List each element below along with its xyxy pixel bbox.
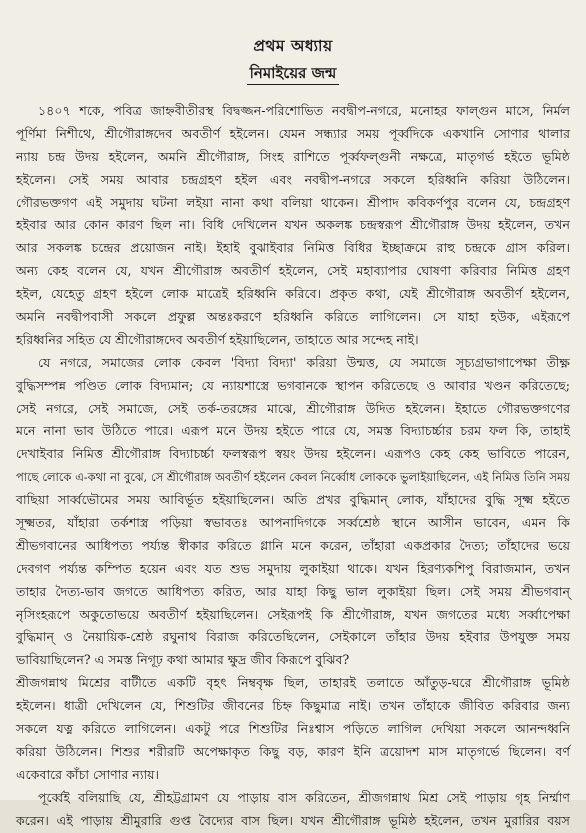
text-line: হইল, যেহেতু গ্রহণ হইলে লোক মাত্রেই হরিধ্বনি করিবে। প্রকৃত কথা, যেই শ্রীগৌরাঙ্গ অবতীর্ণ হইলেন, (16, 286, 570, 302)
text-line: পূর্ণিমা নিশীথে, শ্রীগৌরাঙ্গদেব অবতীর্ণ হইলেন। যেমন সন্ধ্যার সময় পূর্ব্বদিকে একখানি সোণার থালার (16, 125, 570, 141)
text-line: শ্রীজগন্নাথ মিশ্রের বাটীতে একটি বৃহৎ নিম্ববৃক্ষ ছিল, তাহারই তলাতে আঁতুড়-ঘরে শ্রীগৌরাঙ্গ ভূমিষ্ঠ (16, 675, 570, 691)
text-line: ভাবিয়াছিলেন? এ সমস্ত নিগূঢ় কথা আমার ক্ষুদ্র জীব কিরূপে বুঝিব? (16, 652, 350, 668)
text-line: হইলেন। সেই সময় আবার চন্দ্রগ্রহণ হইল এবং নবদ্বীপ-নগরে সকলে হরিধ্বনি করিয়া উঠিলেন। (16, 171, 570, 187)
text-line: মনে নানা ভাব উঠিতে পারে। এরূপ মনে উদয় হইতে পারে যে, সমস্ত বিদ্যাচর্চ্চার চরম ফল কি, তাহাই (16, 423, 570, 439)
text-line: পূর্ব্বেই বলিয়াছি যে, শ্রীহট্টগ্রামণ যে পাড়ায় বাস করিতেন, শ্রীজগন্নাথ মিশ্র সেই পাড়ায় গৃহ নির্ম্মাণ (38, 789, 570, 805)
text-line: শ্রীভগবানের আধিপত্য পর্য্যন্ত স্বীকার করিতে গ্লানি মনে করেন, তাঁহারা একপ্রকার দৈত্য; তাঁহাদের ভয়ে (16, 537, 570, 553)
text-line: গৌরভক্তগণ এই সমুদায় ঘটনা লইয়া নানা কথা বলিয়া থাকেন। শ্রীপাদ কবিকর্ণপুর বলেন যে, চন্দ্রগ্রহণ (16, 194, 570, 210)
text-line: বুদ্ধিসম্পন্ন পণ্ডিত লোক বিদ্যমান; যে ন্যায়শাস্ত্রে ভগবানকে স্থাপন করিতেছে ও আবার খণ্ডন করিতেছে; (16, 377, 570, 393)
text-line: করেন। এই পাড়ায় শ্রীমুরারি গুপ্ত বৈদ্যের বাস ছিল। যখন শ্রীগৌরাঙ্গ ভূমিষ্ঠ হইলেন, তখন মুরারির বয়স (16, 812, 570, 828)
text-line: দেখাইবার নিমিত্ত শ্রীগৌরাঙ্গ বিদ্যাচর্চ্চা ফলস্বরূপ স্বয়ং উদয় হইলেন। এরূপও কেহ কেহ ভাবিতে পারেন, (16, 446, 570, 462)
text-line: অন্য কেহ বলেন যে, যখন শ্রীগৌরাঙ্গ অবতীর্ণ হইলেন, সেই মহাব্যাপার ঘোষণা করিবার নিমিত্ত গ্রহণ (16, 263, 570, 279)
text-line: সেই নগরে, সেই সমাজে, সেই তর্ক-তরঙ্গের মাঝে, শ্রীগৌরাঙ্গ উদিত হইলেন। ইহাতে গৌরভক্তগণের (16, 400, 570, 416)
text-line: একেবারে কাঁচা সোণার ন্যায়। (16, 766, 160, 782)
text-line: করিয়া উঠিলেন। শিশুর শরীরটি অপেক্ষাকৃত কিছু বড়, কারণ ইনি ত্রয়োদশ মাস মাতৃগর্ভে ছিলেন। বর্ণ (16, 743, 570, 759)
chapter-title (0, 62, 586, 87)
text-line: বাছিয়া সার্ব্বভৌমের সময় আবির্ভূত হইয়াছিলেন। অতি প্রখর বুদ্ধিমান্ লোক, যাঁহাদের বুদ্ধি সূক্ষ্ম হইতে (16, 492, 570, 508)
text-line: বুদ্ধিমান্ ও নৈয়ায়িক-শ্রেষ্ঠ রঘুনাথ বিরাজ করিতেছিলেন, সেইকালে তাঁহার উদয় হইবার উপযুক্ত সময় (16, 629, 570, 645)
text-line: হইলেন। ধাত্রী দেখিলেন যে, শিশুটির জীবনের চিহ্ন কিছুমাত্র নাই। তখন তাঁহাকে জীবিত করিবার জন্য (16, 698, 570, 714)
text-line: নৃসিংহরূপে অকুতোভয়ে অবতীর্ণ হইয়াছিলেন। সেইরূপই কি শ্রীগৌরাঙ্গ, যখন জগতের মধ্যে সর্ব্বাপেক্ষা (16, 606, 570, 622)
text-line: সূক্ষ্মতর, যাঁহারা তর্কশাস্ত্র পড়িয়া স্বভাবতঃ আপনাদিগকে সর্ব্বশ্রেষ্ঠ স্থানে আসীন ভাবেন, এমন কি (16, 515, 570, 531)
text-line: তাহার দৈত্য-ভাব জগতে আধিপত্য করিত, আর যাহা কিছু ভাল লুকাইয়া ছিল। সেই সময় শ্রীভগবান্ (16, 583, 570, 599)
text-line: পাছে লোকে এ-কথা না বুঝে, সে শ্রীগৌরাঙ্গ অবতীর্ণ হইলেন কেবল নির্ব্বোধ লোককে ভুলাইয়াছিলেন, এই নিমিত্ত তিনি সময় (16, 470, 570, 485)
chapter-title-text: নিমাইয়ের জন্ম (247, 64, 340, 85)
text-line: ১৪০৭ শকে, পবিত্র জাহ্নবীতীরস্থ বিদ্বজ্জন-পরিশোভিত নবদ্বীপ-নগরে, মনোহর ফাল্গুন মাসে, নির্মল (38, 103, 570, 118)
text-line: হইবার আর কোন কারণ ছিল না। বিধি দেখিলেন যখন অকলঙ্ক চন্দ্রস্বরূপ শ্রীগৌরাঙ্গ উদয় হইলেন, তখন (16, 217, 570, 233)
text-line: সকলে যত্ন করিতে লাগিলেন। একটু পরে শিশুটির নিঃশ্বাস পড়িতে লাগিল দেখিয়া সকলে আনন্দধ্বনি (16, 721, 570, 737)
text-line: দেবগণ পর্য্যন্ত কম্পিত হয়েন এবং যত শুভ সমুদায় লুকাইয়া থাকে। যখন হিরণ্যকশিপু বিরাজমান, তখন (16, 560, 570, 576)
text-line: অমনি নবদ্বীপবাসী সকলে প্রফুল্ল অন্তঃকরণে হরিধ্বনি করিতে লাগিলেন। সে যাহা হউক, এইরূপে (16, 309, 570, 325)
body-text (16, 100, 570, 828)
text-line: ন্যায় চন্দ্র উদয় হইলেন, অমনি শ্রীগৌরাঙ্গ, সিংহ রাশিতে পূর্ব্বফল্গুনী নক্ষত্রে, মাতৃগর্ভ হইতে ভূমিষ্ঠ (16, 148, 570, 164)
chapter-heading: প্রথম অধ্যায় (253, 36, 333, 55)
text-line: হরিধ্বনির সহিত যে শ্রীগৌরাঙ্গদেব অবতীর্ণ হইয়াছিলেন, তাহাতে আর সন্দেহ নাই। (16, 331, 419, 347)
text-line: যে নগরে, সমাজের লোক কেবল 'বিদ্যা বিদ্যা' করিয়া উন্মত্ত, যে সমাজে সূচ্যগ্রভাগাপেক্ষা তীক্ষ্ণ (38, 354, 570, 370)
text-line: আর সকলঙ্ক চন্দ্রের প্রয়োজন নাই। ইহাই বুঝাইবার নিমিত্ত বিধির ইচ্ছাক্রমে রাহু চন্দ্রকে গ্রাস করিল। (16, 240, 570, 256)
